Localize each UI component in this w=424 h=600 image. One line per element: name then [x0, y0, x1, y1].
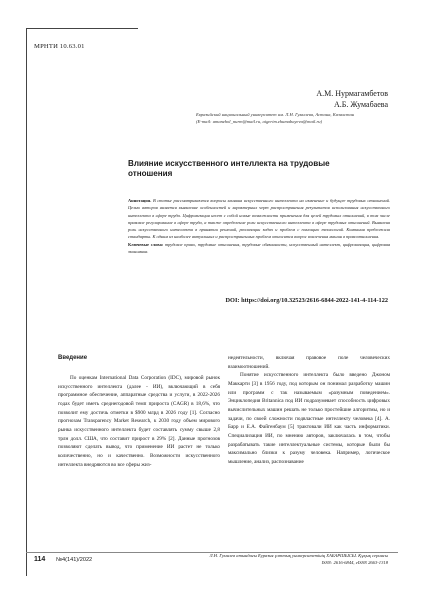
keywords-text: трудовое право, трудовые отношения, трудовые обязанности, искусственный интеллект, цифровизация, цифровая экономика.	[128, 241, 390, 255]
affiliation	[196, 112, 392, 125]
journal-name: Л.Н. Гумилев атындағы Еуразия ұлттық университетінің ХАБАРШЫСЫ. Құқық сериясы	[209, 553, 388, 558]
title-line: отношения	[128, 169, 173, 178]
affiliation-line: Евразийский национальный университет им. Л.Н. Гумилева, Астана, Казахстан	[196, 112, 355, 117]
affiliation-email: (E-mail: amanzhol_nurm@mail.ru, aigerim.zhumabayeva@mail.ru)	[196, 118, 323, 124]
title-line: Влияние искусственного интеллекта на трудовые	[128, 159, 330, 168]
paragraph: По оценкам International Data Corporation (IDC), мировой рынок искусственного интеллекта (далее - ИИ), включающий в себя программное обеспечение, аппаратные средства и услуги, в 2022-2026 годах будет иметь среднегодовой темп прироста (CAGR) в 18,6%, что позволит ему достичь отметки в $900 млрд в 2026 году [1]. Согласно прогнозам Transparency Market Research, к 2030 году объем мирового рынка искусственного интеллекта будет составлять сумму свыше 2,8 трлн долл. США, что составит прирост в 29% [2]. Данные прогнозов позволяют сделать вывод, что применение ИИ растет не только количественно, но и качественно. Возможности искусственного интеллекта внедряются во все сферы жиз-	[58, 375, 220, 468]
issue-number: №4(141)/2022	[56, 557, 93, 563]
keywords-label: Ключевые слова:	[128, 241, 164, 247]
article-title	[128, 159, 358, 179]
text-column-left	[58, 374, 220, 469]
page-number: 114	[34, 556, 46, 563]
keywords	[128, 241, 390, 256]
author-name: А.Б. Жумабаева	[334, 100, 388, 109]
journal-info	[210, 553, 388, 567]
abstract-text: В статье рассматриваются вопросы влияния искусственного интеллекта на изменение и будущее трудовых отношений. Целью авторов является выявление особенностей и характерных черт распространения результатов использования искусственного интеллекта в сфере труда. Цифровизация несет с собой новые возможности применения для целей трудовых отношений, в том числе правовое регулирование в сфере труда, а также определение роли искусственного интеллекта в сфере трудовых отношений. Выявлена роль искусственного интеллекта в принятии решений, реализации задач и проблем с помощью технологий. Компания предложила стандарты. К одним из наиболее актуальных и распространенных проблем относится вопрос вовлечения машин в правоотношения.	[128, 198, 390, 240]
abstract-label: Аннотация.	[128, 198, 152, 203]
frame-vertical-rule	[26, 28, 27, 576]
text-column-right	[228, 354, 390, 467]
paragraph: недеятельности, включая правовое поле человеческих взаимоотношений.	[228, 355, 390, 370]
journal-issn: ISSN: 2616-6844, eISSN 2663-1318	[321, 559, 388, 565]
abstract-block	[128, 197, 390, 255]
mrnti-code: МРНТИ 10.63.01	[34, 43, 85, 50]
authors-block	[316, 88, 388, 110]
paragraph: Понятие искусственного интеллекта было введено Джоном Маккарти [3] в 1956 году, под которым он понимал разработку машин или программ с так называемым «разумным поведением». Энциклопедия Britannica под ИИ подразумевает способность цифровых вычислительных машин решать не только простейшие алгоритмы, но и задачи, по своей сложности подвластные интеллекту человека [4]. А. Барр и Е.А. Файгенбаум [5] трактовали ИИ как часть информатики. Специализация ИИ, по мнению авторов, заключалась в том, чтобы разрабатывать такие интеллектуальные системы, которые были бы максимально близки к разуму человека. Например, логическое мышление, анализ, распознавание	[228, 372, 390, 465]
doi-link[interactable]: DOI: https://doi.org/10.32523/2616-6844-2022-141-4-114-122	[225, 297, 388, 304]
author-name: А.М. Нурмагамбетов	[316, 89, 388, 98]
section-heading: Введение	[58, 355, 88, 361]
frame-horizontal-rule	[26, 28, 138, 29]
